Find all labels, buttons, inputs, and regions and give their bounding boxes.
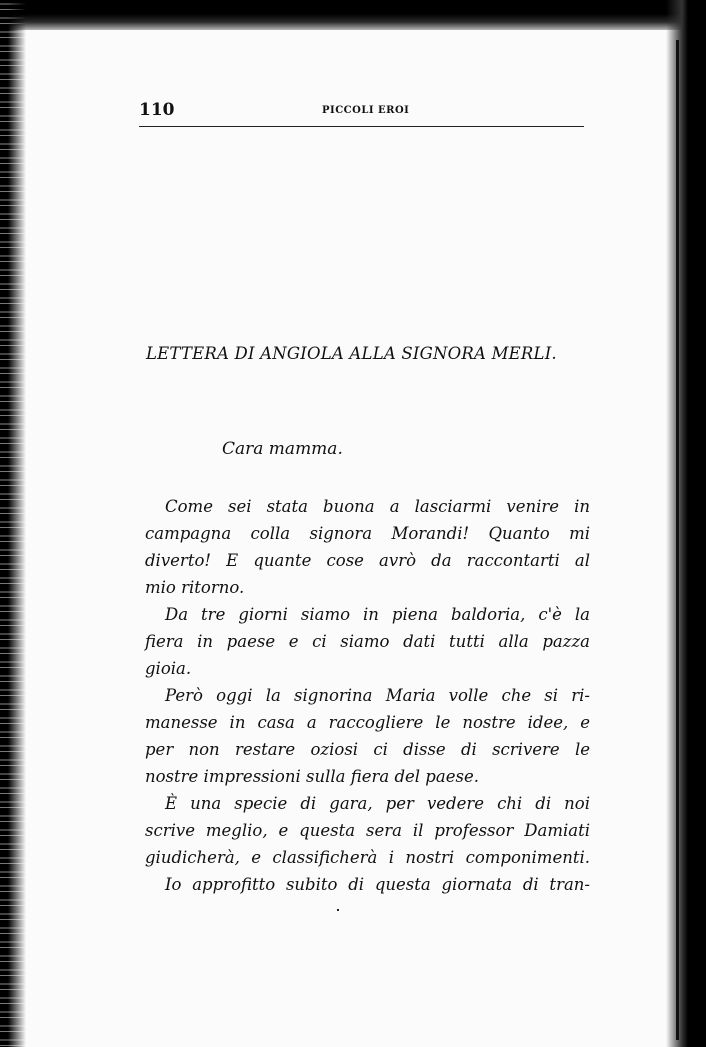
ink-speck bbox=[337, 909, 339, 911]
text-line: Però oggi la signorina Maria volle che si ri- bbox=[165, 686, 590, 705]
letter-salutation: Cara mamma. bbox=[222, 439, 343, 459]
text-line: campagna colla signora Morandi! Quanto mi bbox=[145, 524, 590, 543]
page-number: 110 bbox=[139, 100, 175, 120]
text-line: manesse in casa a raccogliere le nostre idee, e bbox=[145, 713, 590, 732]
running-title: PICCOLI EROI bbox=[322, 105, 410, 116]
text-line: fiera in paese e ci siamo dati tutti alla pazza bbox=[145, 632, 590, 651]
text-line: Io approfitto subito di questa giornata di tran- bbox=[165, 875, 590, 894]
text-line: Come sei stata buona a lasciarmi venire in bbox=[165, 497, 590, 516]
scan-border-left bbox=[0, 0, 26, 1047]
letter-heading: LETTERA DI ANGIOLA ALLA SIGNORA MERLI. bbox=[146, 344, 557, 363]
text-line: Da tre giorni siamo in piena baldoria, c'è la bbox=[165, 605, 590, 624]
text-line: per non restare oziosi ci disse di scrivere le bbox=[145, 740, 590, 759]
text-line: diverto! E quante cose avrò da raccontarti al bbox=[145, 551, 590, 570]
text-line: gioia. bbox=[145, 659, 192, 678]
page-header bbox=[139, 100, 584, 124]
scan-border-top bbox=[0, 0, 706, 30]
text-line: mio ritorno. bbox=[145, 578, 245, 597]
binding-edge bbox=[676, 40, 679, 1040]
header-rule bbox=[139, 126, 584, 127]
scan-border-right bbox=[666, 0, 706, 1047]
text-line: giudicherà, e classificherà i nostri componimenti. bbox=[145, 848, 590, 867]
text-line: È una specie di gara, per vedere chi di noi bbox=[165, 794, 590, 813]
letter-body bbox=[145, 493, 590, 898]
text-line: scrive meglio, e questa sera il professor Damiati bbox=[145, 821, 590, 840]
text-line: nostre impressioni sulla fiera del paese. bbox=[145, 767, 479, 786]
